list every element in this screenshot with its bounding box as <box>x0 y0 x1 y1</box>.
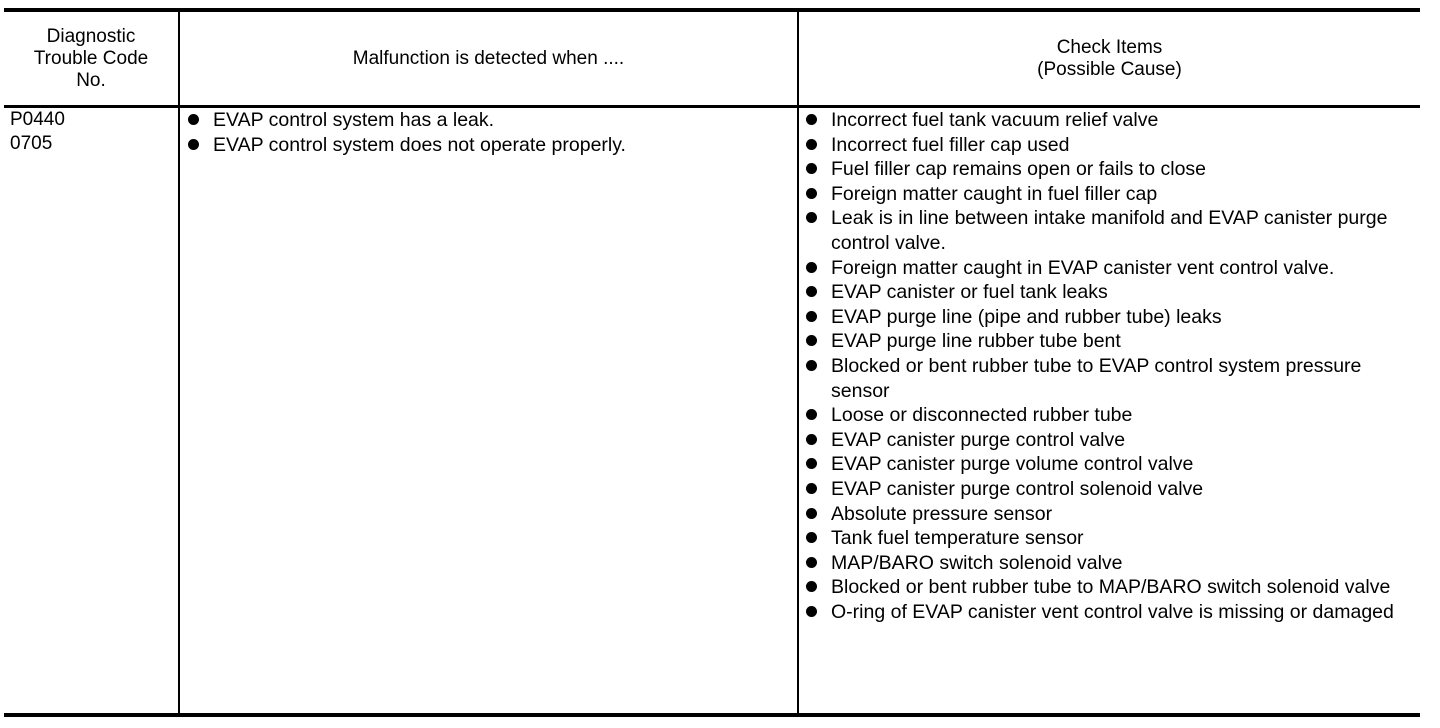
check-item <box>804 428 1404 453</box>
check-item-text: Fuel filler cap remains open or fails to close <box>831 158 1207 181</box>
check-item <box>804 452 1404 477</box>
header-check-line: Check Items <box>1056 36 1163 58</box>
check-item-text: Leak is in line between intake manifold and EVAP canister purge control valve. <box>831 207 1388 254</box>
check-item <box>804 305 1404 330</box>
check-item-text: Incorrect fuel tank vacuum relief valve <box>831 109 1159 131</box>
bullet-icon <box>806 163 817 174</box>
bullet-icon <box>806 557 817 568</box>
check-item-text: Foreign matter caught in fuel filler cap <box>831 182 1158 205</box>
malfunction-item <box>186 133 786 158</box>
header-check-column <box>799 12 1420 105</box>
bullet-icon <box>806 139 817 150</box>
malfunction-list <box>186 108 786 157</box>
check-item <box>804 108 1404 133</box>
bullet-icon <box>806 188 817 199</box>
check-item-text: Blocked or bent rubber tube to MAP/BARO switch solenoid valve <box>831 576 1391 599</box>
bullet-icon <box>806 606 817 617</box>
bullet-icon <box>806 508 817 519</box>
trouble-code: 0705 <box>10 133 53 154</box>
bullet-icon <box>806 212 817 223</box>
check-item <box>804 477 1404 502</box>
check-item-text: O-ring of EVAP canister vent control valve is missing or damaged <box>831 600 1394 623</box>
check-item-text: EVAP purge line rubber tube bent <box>831 330 1121 353</box>
trouble-code-cell <box>10 108 65 156</box>
column-divider <box>797 12 799 713</box>
header-code-line: Diagnostic <box>46 25 136 47</box>
bullet-icon <box>806 532 817 543</box>
bullet-icon <box>806 434 817 445</box>
check-item <box>804 182 1404 207</box>
header-check-line: (Possible Cause) <box>1037 58 1182 80</box>
check-item <box>804 551 1404 576</box>
column-divider <box>178 12 180 713</box>
check-item <box>804 600 1404 625</box>
check-item-text: Loose or disconnected rubber tube <box>831 404 1133 427</box>
check-items-list <box>804 108 1404 624</box>
check-item-text: Blocked or bent rubber tube to EVAP control system pressure sensor <box>831 354 1362 402</box>
check-item-text: Absolute pressure sensor <box>831 502 1053 525</box>
check-item-text: EVAP canister purge control valve <box>831 428 1126 451</box>
check-item-text: MAP/BARO switch solenoid valve <box>831 551 1123 574</box>
check-item-text: EVAP canister purge control solenoid valve <box>831 477 1204 500</box>
bullet-icon <box>806 286 817 297</box>
check-item <box>804 206 1404 255</box>
header-code-line: Trouble Code <box>33 47 149 69</box>
trouble-code: P0440 <box>10 109 65 130</box>
check-item-text: Incorrect fuel filler cap used <box>831 133 1070 156</box>
check-item-text: Tank fuel temperature sensor <box>831 527 1084 550</box>
check-item-text: Foreign matter caught in EVAP canister vent control valve. <box>831 256 1335 279</box>
header-malfunction-label: Malfunction is detected when .... <box>352 47 625 69</box>
header-code-line: No. <box>76 69 106 91</box>
check-item <box>804 133 1404 158</box>
malfunction-item-text: EVAP control system has a leak. <box>213 109 495 131</box>
check-item-text: EVAP canister purge volume control valve <box>831 453 1194 476</box>
check-item <box>804 526 1404 551</box>
check-item-text: EVAP purge line (pipe and rubber tube) leaks <box>831 305 1222 328</box>
bullet-icon <box>806 581 817 592</box>
bullet-icon <box>806 311 817 322</box>
check-item <box>804 157 1404 182</box>
check-item <box>804 354 1404 403</box>
bullet-icon <box>806 335 817 346</box>
bullet-icon <box>806 409 817 420</box>
bullet-icon <box>806 458 817 469</box>
bullet-icon <box>806 483 817 494</box>
check-item <box>804 256 1404 281</box>
check-item <box>804 329 1404 354</box>
bullet-icon <box>806 262 817 273</box>
check-item <box>804 280 1404 305</box>
malfunction-item <box>186 108 786 133</box>
bullet-icon <box>806 360 817 371</box>
bullet-icon <box>188 114 199 125</box>
header-malfunction-column <box>180 12 797 105</box>
bullet-icon <box>188 139 199 150</box>
header-code-column <box>4 12 178 105</box>
bullet-icon <box>806 114 817 125</box>
check-item <box>804 502 1404 527</box>
check-item <box>804 575 1404 600</box>
check-item-text: EVAP canister or fuel tank leaks <box>831 281 1108 304</box>
check-item <box>804 403 1404 428</box>
malfunction-item-text: EVAP control system does not operate properly. <box>213 133 626 156</box>
